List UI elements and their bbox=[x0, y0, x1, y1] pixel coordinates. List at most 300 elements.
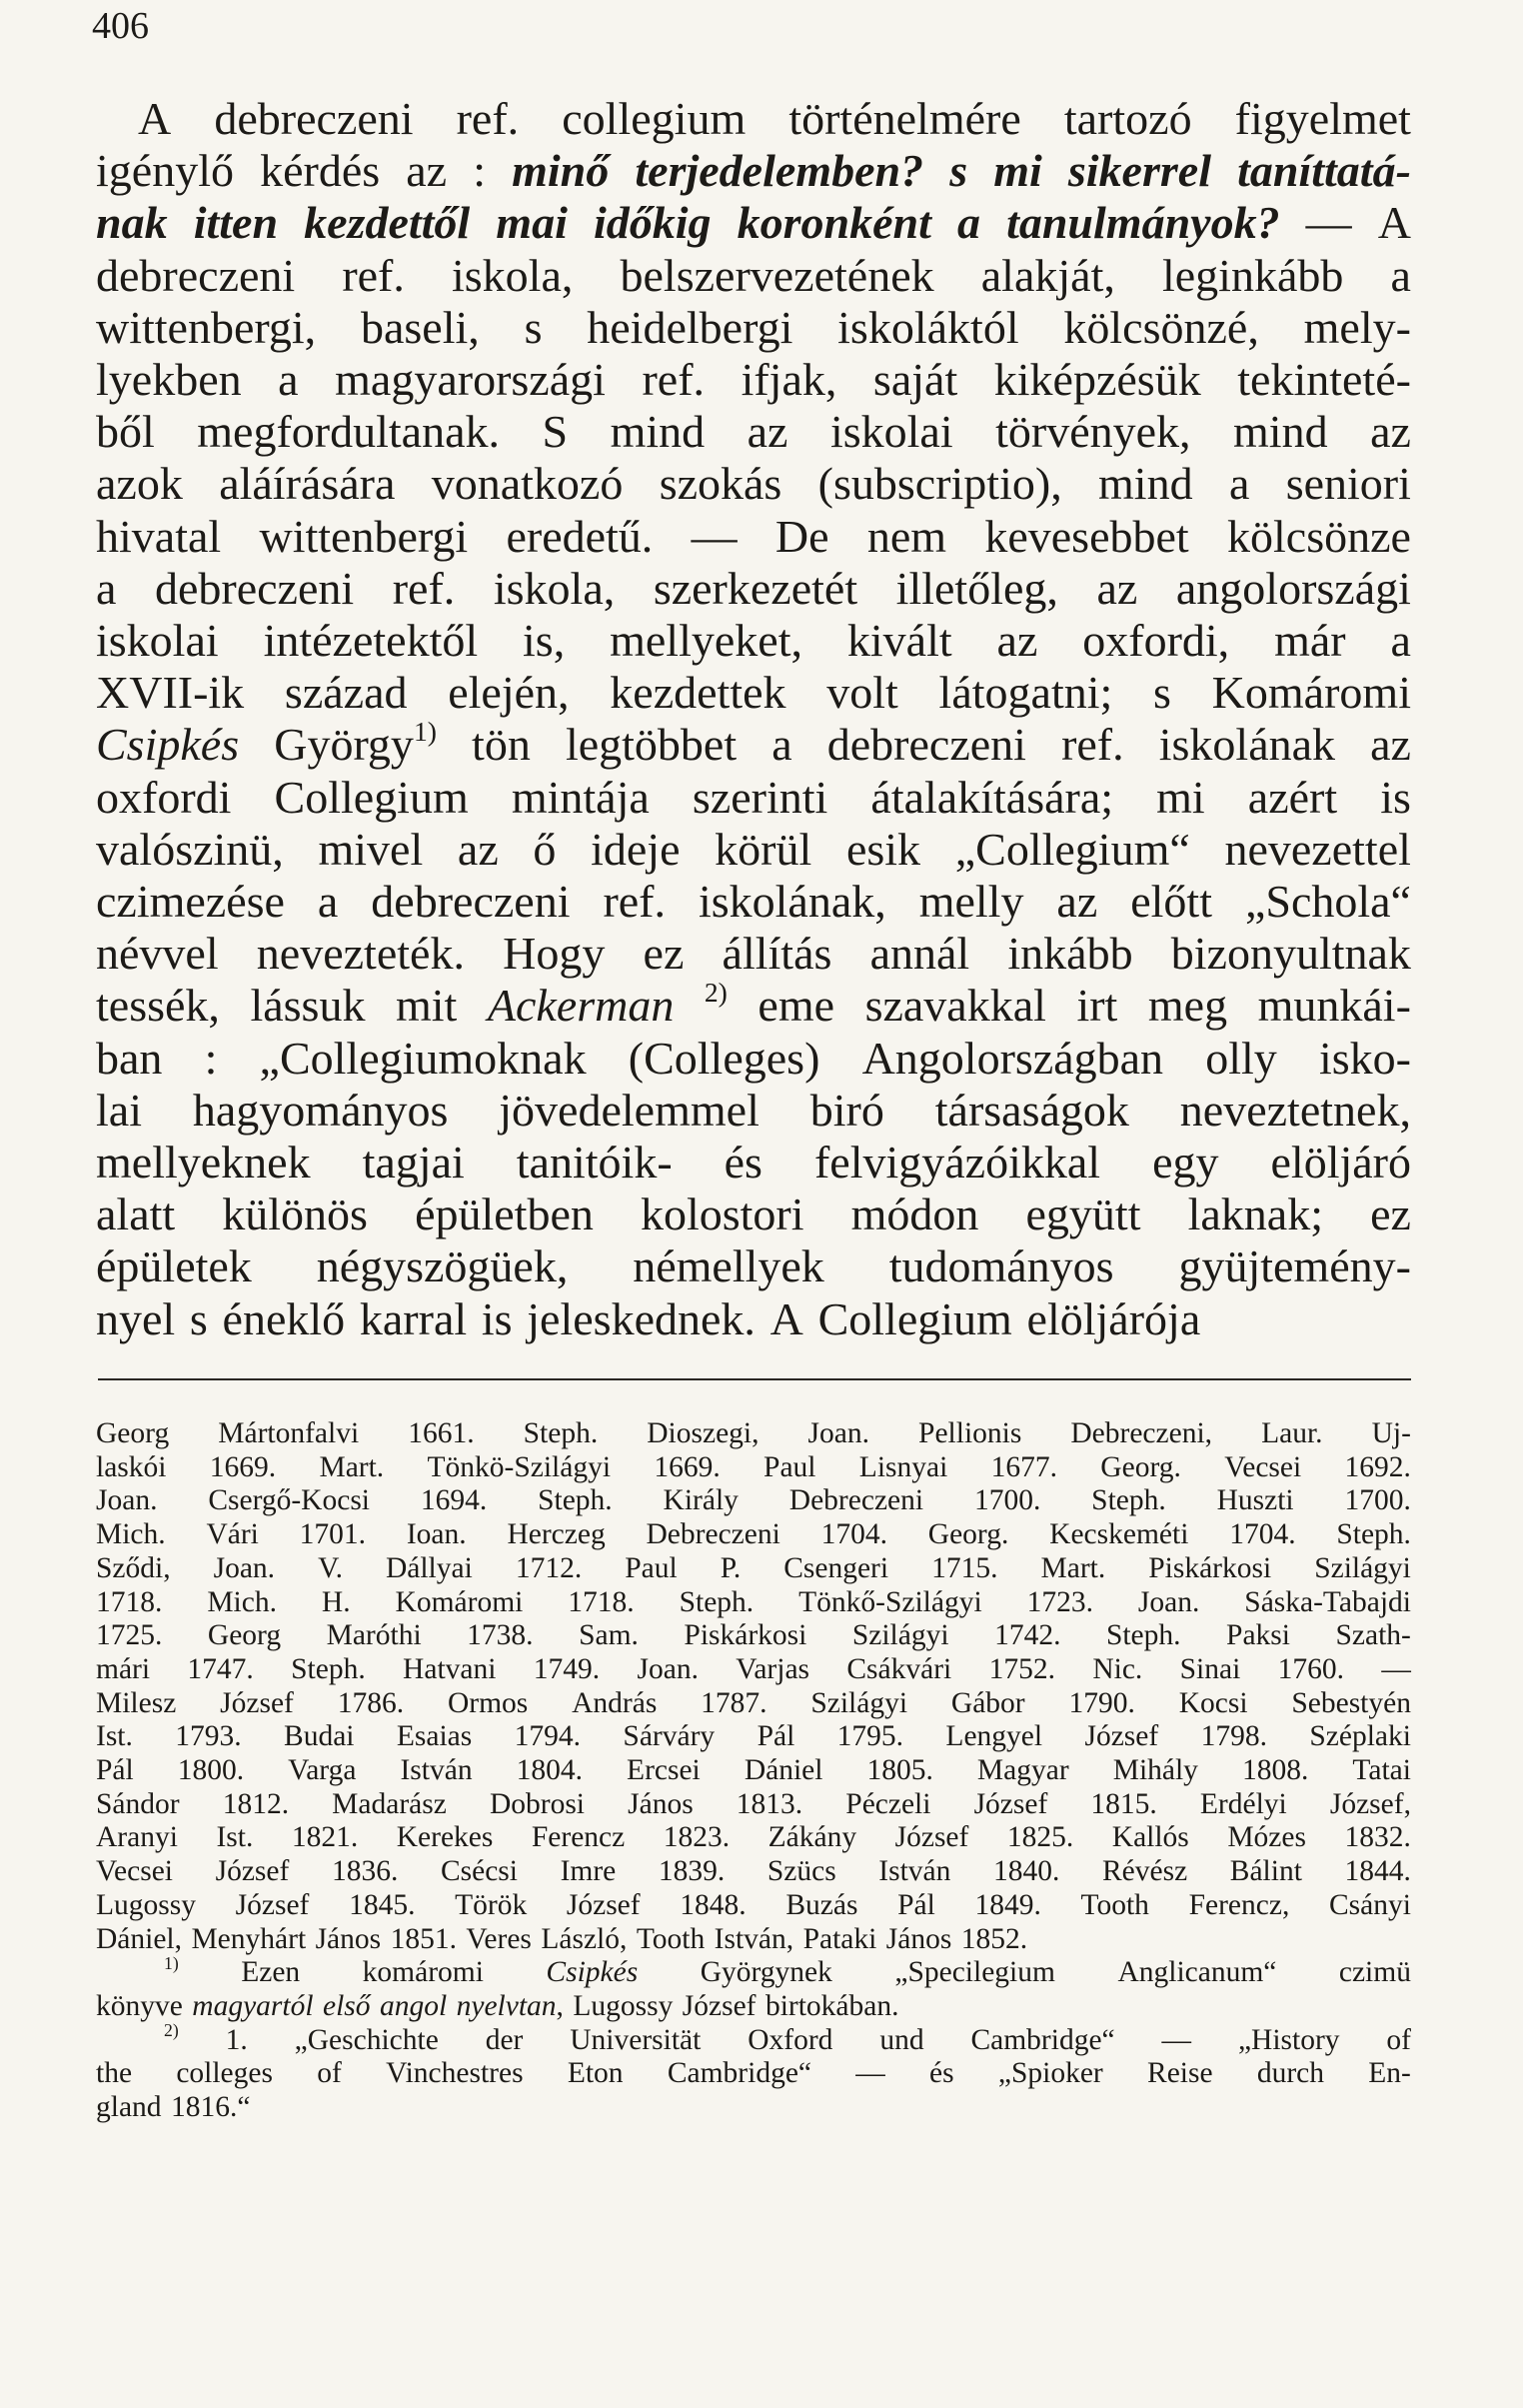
word bbox=[260, 145, 380, 197]
text-run: Vinchestres bbox=[386, 2057, 524, 2090]
text-run: Király bbox=[663, 1484, 739, 1517]
text-run: elején, bbox=[448, 667, 570, 719]
word bbox=[208, 1484, 370, 1518]
text-run: jövedelemmel bbox=[499, 1084, 760, 1136]
text-run: iskolának, bbox=[698, 876, 886, 928]
text-run: Szücs bbox=[766, 1855, 836, 1888]
text-run: is bbox=[1380, 771, 1411, 823]
word bbox=[846, 824, 920, 876]
word bbox=[897, 1889, 935, 1923]
word bbox=[208, 1619, 281, 1653]
text-run: Joan. bbox=[807, 1417, 869, 1449]
word bbox=[846, 1653, 951, 1687]
text-run: 1669. bbox=[209, 1450, 277, 1483]
text-run: Csergő-Kocsi bbox=[208, 1484, 371, 1517]
text-run: éneklő bbox=[222, 1292, 346, 1344]
word bbox=[783, 1552, 888, 1586]
text-line bbox=[96, 406, 1411, 458]
word bbox=[527, 1293, 756, 1345]
word bbox=[928, 1518, 1009, 1552]
word bbox=[611, 406, 706, 458]
text-run: látogatni; bbox=[938, 667, 1113, 719]
word bbox=[155, 563, 354, 615]
text-run: Paul bbox=[763, 1450, 816, 1483]
word bbox=[96, 1240, 252, 1292]
text-run: „Specilegium bbox=[894, 1956, 1055, 1989]
text-run: Lugossy bbox=[573, 1989, 674, 2022]
text-line bbox=[96, 145, 1411, 197]
word bbox=[363, 1956, 484, 1990]
word bbox=[974, 1889, 1040, 1923]
word bbox=[961, 1923, 1027, 1957]
word bbox=[814, 1137, 1100, 1189]
word bbox=[457, 1990, 564, 2024]
word bbox=[190, 1293, 208, 1345]
footnote-marker: 2) bbox=[704, 977, 728, 1009]
footnote-line bbox=[96, 1417, 1411, 1451]
text-line bbox=[96, 302, 1411, 354]
word bbox=[1245, 876, 1411, 928]
text-run: 1849. bbox=[974, 1888, 1041, 1921]
word bbox=[1171, 928, 1411, 980]
text-run: már bbox=[1274, 615, 1346, 667]
word bbox=[1286, 458, 1411, 510]
text-run: oxfordi, bbox=[1082, 615, 1230, 667]
text-run: József bbox=[894, 1821, 969, 1854]
text-run: 1760. bbox=[1277, 1652, 1344, 1685]
word bbox=[96, 458, 183, 510]
text-run: Laur. bbox=[1261, 1417, 1323, 1449]
text-run: valószinü, bbox=[96, 823, 284, 875]
footnote-line bbox=[96, 1687, 1411, 1721]
word bbox=[241, 1956, 300, 1990]
text-run: János bbox=[885, 1922, 952, 1955]
word bbox=[210, 1451, 276, 1485]
word bbox=[96, 667, 244, 719]
text-run: Huszti bbox=[1216, 1484, 1294, 1517]
text-run: debreczeni bbox=[371, 876, 571, 928]
text-run: olly bbox=[1205, 1032, 1277, 1084]
word bbox=[288, 1754, 356, 1788]
word bbox=[738, 197, 931, 249]
word bbox=[317, 1240, 569, 1292]
text-run: 1677. bbox=[990, 1450, 1057, 1483]
text-run: laknak; bbox=[1187, 1189, 1323, 1240]
text-run: 1800. bbox=[177, 1754, 245, 1787]
text-run: Oxford bbox=[748, 2023, 833, 2056]
text-run: Paksi bbox=[1226, 1619, 1290, 1652]
text-run: nyel bbox=[96, 1292, 176, 1344]
word bbox=[587, 302, 792, 354]
text-run: Tönkö-Szilágyi bbox=[427, 1450, 612, 1483]
word bbox=[349, 1889, 415, 1923]
text-run: Csengeri bbox=[783, 1551, 889, 1584]
text-run: szerkezetét bbox=[653, 562, 858, 614]
text-run: collegium bbox=[562, 93, 747, 144]
word bbox=[226, 2024, 248, 2058]
text-run: Buzás bbox=[785, 1888, 858, 1921]
footnote-line bbox=[96, 2091, 1411, 2125]
word bbox=[1100, 1451, 1181, 1485]
word bbox=[1381, 1653, 1411, 1687]
text-run: Uj- bbox=[1371, 1417, 1411, 1449]
text-run: Aranyi bbox=[96, 1821, 178, 1854]
text-run: Debreczeni bbox=[646, 1518, 780, 1551]
text-run: János bbox=[315, 1922, 382, 1955]
word bbox=[284, 1720, 354, 1754]
text-run: „Geschichte bbox=[294, 2023, 439, 2056]
text-run: József bbox=[566, 1888, 641, 1921]
word bbox=[1227, 1821, 1306, 1855]
word bbox=[1138, 1586, 1199, 1620]
word bbox=[637, 1923, 705, 1957]
text-run: Sződi, bbox=[96, 1551, 171, 1584]
word bbox=[1063, 302, 1258, 354]
word bbox=[96, 1720, 133, 1754]
text-run: Péczeli bbox=[845, 1787, 931, 1820]
footnote-line bbox=[96, 1552, 1411, 1586]
text-run: azért bbox=[1247, 771, 1338, 823]
text-run: XVII-ik bbox=[96, 667, 245, 719]
word bbox=[568, 2057, 624, 2091]
word bbox=[1153, 667, 1171, 719]
word bbox=[745, 1754, 823, 1788]
text-run: iskolai bbox=[829, 406, 953, 458]
text-run: 1749. bbox=[533, 1652, 601, 1685]
text-run: 1816.“ bbox=[170, 2091, 251, 2124]
word bbox=[178, 1754, 244, 1788]
text-run: 1825. bbox=[1006, 1821, 1074, 1854]
word bbox=[222, 1189, 368, 1240]
text-run: seniori bbox=[1285, 458, 1411, 510]
text-run: Georg bbox=[96, 1417, 170, 1449]
word bbox=[855, 2057, 885, 2091]
text-run: minő bbox=[512, 145, 610, 197]
text-run: József bbox=[973, 1787, 1048, 1820]
word bbox=[918, 1417, 1021, 1451]
word bbox=[827, 719, 1026, 771]
word bbox=[96, 1821, 178, 1855]
word bbox=[517, 1754, 583, 1788]
word bbox=[96, 406, 155, 458]
word bbox=[1370, 406, 1411, 458]
text-run: ref. bbox=[1061, 719, 1124, 771]
text-run: Erdélyi bbox=[1199, 1787, 1287, 1820]
word bbox=[826, 667, 898, 719]
text-run: Steph. bbox=[291, 1652, 366, 1685]
word bbox=[391, 1923, 457, 1957]
text-run: 1700. bbox=[1344, 1484, 1411, 1517]
word bbox=[223, 1788, 289, 1822]
word bbox=[415, 1189, 594, 1240]
text-run: colleges bbox=[176, 2057, 273, 2090]
word bbox=[895, 1821, 969, 1855]
word bbox=[919, 876, 1024, 928]
text-run: 1821. bbox=[291, 1821, 359, 1854]
word bbox=[974, 1788, 1048, 1822]
text-run: Mart. bbox=[319, 1450, 385, 1483]
text-run: igénylő bbox=[96, 145, 234, 197]
text-run: Cambridge“ bbox=[667, 2057, 812, 2090]
word bbox=[96, 1855, 173, 1889]
footnote-line bbox=[96, 1855, 1411, 1889]
text-run: kezdettől bbox=[304, 197, 471, 249]
word bbox=[659, 1855, 725, 1889]
text-run: baseli, bbox=[360, 301, 480, 353]
word bbox=[96, 1552, 171, 1586]
word bbox=[647, 1518, 780, 1552]
text-run: 1804. bbox=[516, 1754, 583, 1787]
word bbox=[396, 1586, 524, 1620]
page-number: 406 bbox=[92, 5, 149, 47]
text-run: 1815. bbox=[1090, 1787, 1157, 1820]
text-run: is, bbox=[523, 615, 566, 667]
word bbox=[1147, 2057, 1213, 2091]
text-run: mely- bbox=[1303, 301, 1411, 353]
text-run: s bbox=[1153, 667, 1171, 719]
text-run: ő bbox=[533, 823, 557, 875]
word bbox=[1156, 772, 1205, 824]
text-run: az bbox=[1096, 562, 1138, 614]
text-run: Dániel bbox=[744, 1754, 823, 1787]
word bbox=[1068, 1687, 1134, 1721]
word bbox=[96, 1687, 176, 1721]
word bbox=[421, 1484, 487, 1518]
text-run: leginkább bbox=[1161, 249, 1344, 301]
word bbox=[338, 1687, 404, 1721]
text-run: József, bbox=[1329, 1787, 1411, 1820]
text-run: mintája bbox=[511, 771, 650, 823]
text-run: 1692. bbox=[1344, 1450, 1411, 1483]
footnote-line bbox=[96, 1788, 1411, 1822]
text-line bbox=[96, 93, 1411, 145]
text-run: a bbox=[278, 354, 299, 406]
word bbox=[291, 1653, 366, 1687]
word bbox=[1162, 250, 1343, 302]
word bbox=[1258, 980, 1411, 1032]
text-run: némellyek bbox=[633, 1240, 824, 1292]
word bbox=[1336, 1518, 1411, 1552]
footnote-line bbox=[96, 1923, 1411, 1957]
text-run: De bbox=[774, 510, 829, 562]
text-run: debreczeni bbox=[214, 93, 414, 144]
word bbox=[1006, 197, 1280, 249]
word bbox=[818, 1293, 1012, 1345]
text-run: sikerrel bbox=[1067, 145, 1211, 197]
word bbox=[318, 824, 423, 876]
text-run: Sebestyén bbox=[1291, 1686, 1411, 1719]
text-run: eme bbox=[758, 980, 835, 1032]
word bbox=[1176, 563, 1411, 615]
word bbox=[889, 1240, 1114, 1292]
text-run: Mich. bbox=[207, 1585, 277, 1618]
text-run: Collegium bbox=[817, 1292, 1012, 1344]
word bbox=[1098, 458, 1193, 510]
text-run: 1747. bbox=[187, 1652, 254, 1685]
text-run: esik bbox=[845, 823, 921, 875]
word bbox=[721, 1552, 742, 1586]
footnote-line bbox=[96, 2020, 1411, 2058]
word bbox=[96, 1484, 157, 1518]
word bbox=[1148, 980, 1227, 1032]
word bbox=[818, 458, 1062, 510]
text-run: of bbox=[1386, 2023, 1411, 2056]
word bbox=[1082, 615, 1229, 667]
footnote-line bbox=[96, 1821, 1411, 1855]
text-line bbox=[96, 354, 1411, 406]
text-run: Kallós bbox=[1111, 1821, 1189, 1854]
text-run: belszervezetének bbox=[620, 249, 934, 301]
text-line bbox=[96, 772, 1411, 824]
word bbox=[207, 1586, 277, 1620]
text-run: tekinteté- bbox=[1237, 354, 1411, 406]
word bbox=[568, 1586, 634, 1620]
text-run: körül bbox=[715, 823, 812, 875]
text-run: kölcsönzé, bbox=[1063, 301, 1259, 353]
word bbox=[96, 1990, 183, 2024]
word bbox=[380, 1990, 447, 2024]
text-run: A bbox=[769, 1292, 803, 1344]
word bbox=[216, 1821, 253, 1855]
text-run: Dioszegi, bbox=[647, 1417, 760, 1449]
word bbox=[171, 2091, 250, 2125]
text-run: terjedelemben? bbox=[635, 145, 924, 197]
word bbox=[758, 980, 834, 1032]
text-run: mind bbox=[1098, 458, 1193, 510]
word bbox=[260, 1033, 587, 1085]
text-run: munkái- bbox=[1257, 980, 1411, 1032]
word bbox=[318, 876, 338, 928]
word bbox=[541, 1923, 627, 1957]
text-run: debreczeni bbox=[826, 719, 1026, 771]
word bbox=[1244, 1586, 1411, 1620]
text-run: komáromi bbox=[362, 1956, 484, 1989]
text-run: magyartól bbox=[192, 1989, 314, 2022]
text-run: legtöbbet bbox=[565, 719, 738, 771]
word bbox=[1306, 197, 1352, 249]
text-run: jeleskednek. bbox=[527, 1292, 756, 1344]
word bbox=[1113, 1754, 1198, 1788]
word bbox=[441, 1855, 518, 1889]
text-run: ref. bbox=[392, 562, 456, 614]
text-run: mind bbox=[1233, 406, 1328, 458]
word bbox=[1007, 1821, 1073, 1855]
word bbox=[96, 1923, 182, 1957]
word bbox=[534, 1653, 600, 1687]
word bbox=[96, 928, 219, 980]
word bbox=[393, 563, 456, 615]
word bbox=[1274, 615, 1346, 667]
text-run: : bbox=[473, 145, 486, 197]
word bbox=[894, 1956, 1055, 1990]
word bbox=[1056, 876, 1097, 928]
word bbox=[360, 1293, 467, 1345]
text-run: 1851. bbox=[390, 1922, 457, 1955]
text-run: Reise bbox=[1147, 2057, 1213, 2090]
text-run: V. bbox=[318, 1551, 343, 1584]
word bbox=[506, 511, 653, 563]
text-run: intézetektől bbox=[263, 615, 479, 667]
text-run: nevezettel bbox=[1224, 823, 1411, 875]
word bbox=[995, 406, 1190, 458]
text-run: átalakítására; bbox=[870, 771, 1114, 823]
text-run: József bbox=[215, 1855, 290, 1888]
text-run: Steph. bbox=[1105, 1619, 1181, 1652]
text-run: Ist. bbox=[96, 1720, 133, 1753]
text-run: Hatvani bbox=[403, 1652, 497, 1685]
word bbox=[758, 1720, 795, 1754]
text-run: Angolországban bbox=[861, 1032, 1164, 1084]
word bbox=[573, 1990, 673, 2024]
word bbox=[197, 406, 500, 458]
word bbox=[322, 1586, 351, 1620]
word bbox=[96, 1189, 175, 1240]
text-run: 1661. bbox=[408, 1417, 475, 1449]
text-run: oxfordi bbox=[96, 771, 232, 823]
text-run: kolostori bbox=[640, 1189, 804, 1240]
word bbox=[517, 1137, 673, 1189]
word bbox=[1049, 1518, 1188, 1552]
footnote-line bbox=[96, 1619, 1411, 1653]
word bbox=[1330, 1788, 1411, 1822]
text-run: , bbox=[556, 1989, 564, 2022]
text-run: 1723. bbox=[1026, 1585, 1093, 1618]
word bbox=[218, 1417, 359, 1451]
text-run: 1823. bbox=[663, 1821, 731, 1854]
word bbox=[448, 1687, 528, 1721]
word bbox=[1378, 197, 1411, 249]
text-run: kezdettek bbox=[610, 667, 786, 719]
text-run: H. bbox=[321, 1585, 351, 1618]
text-run: és bbox=[929, 2057, 954, 2090]
text-run: János bbox=[628, 1787, 694, 1820]
text-line bbox=[96, 1137, 1411, 1189]
text-run: Komáromi bbox=[1211, 667, 1411, 719]
text-run: Ormos bbox=[447, 1686, 529, 1719]
word bbox=[1391, 250, 1411, 302]
text-run: mi bbox=[1156, 771, 1205, 823]
word bbox=[304, 197, 470, 249]
word bbox=[1237, 145, 1411, 197]
text-run: tudományos bbox=[888, 1240, 1114, 1292]
word bbox=[452, 250, 573, 302]
word bbox=[770, 1293, 803, 1345]
text-run: 1832. bbox=[1344, 1821, 1411, 1854]
text-run: isko- bbox=[1318, 1032, 1411, 1084]
word bbox=[579, 1619, 639, 1653]
word bbox=[1370, 1189, 1411, 1240]
word bbox=[1068, 145, 1211, 197]
word bbox=[220, 1687, 294, 1721]
word bbox=[1205, 1033, 1277, 1085]
word bbox=[1117, 1956, 1276, 1990]
word bbox=[335, 354, 606, 406]
text-run: tartozó bbox=[1063, 93, 1192, 144]
text-run: elöljáró bbox=[1270, 1137, 1411, 1189]
word bbox=[736, 1653, 809, 1687]
text-run: 1718. bbox=[96, 1585, 163, 1618]
text-run: (subscriptio), bbox=[817, 458, 1062, 510]
text-run: figyelmet bbox=[1234, 93, 1411, 144]
text-run: szerinti bbox=[692, 771, 828, 823]
text-run: az bbox=[747, 406, 788, 458]
text-run: ref. bbox=[342, 249, 405, 301]
footnote-separator-rule bbox=[98, 1378, 1411, 1380]
word bbox=[788, 93, 1020, 145]
text-run: mai bbox=[496, 197, 568, 249]
text-run: gyüjtemény- bbox=[1178, 1240, 1411, 1292]
text-run: iskoláktól bbox=[837, 301, 1019, 353]
